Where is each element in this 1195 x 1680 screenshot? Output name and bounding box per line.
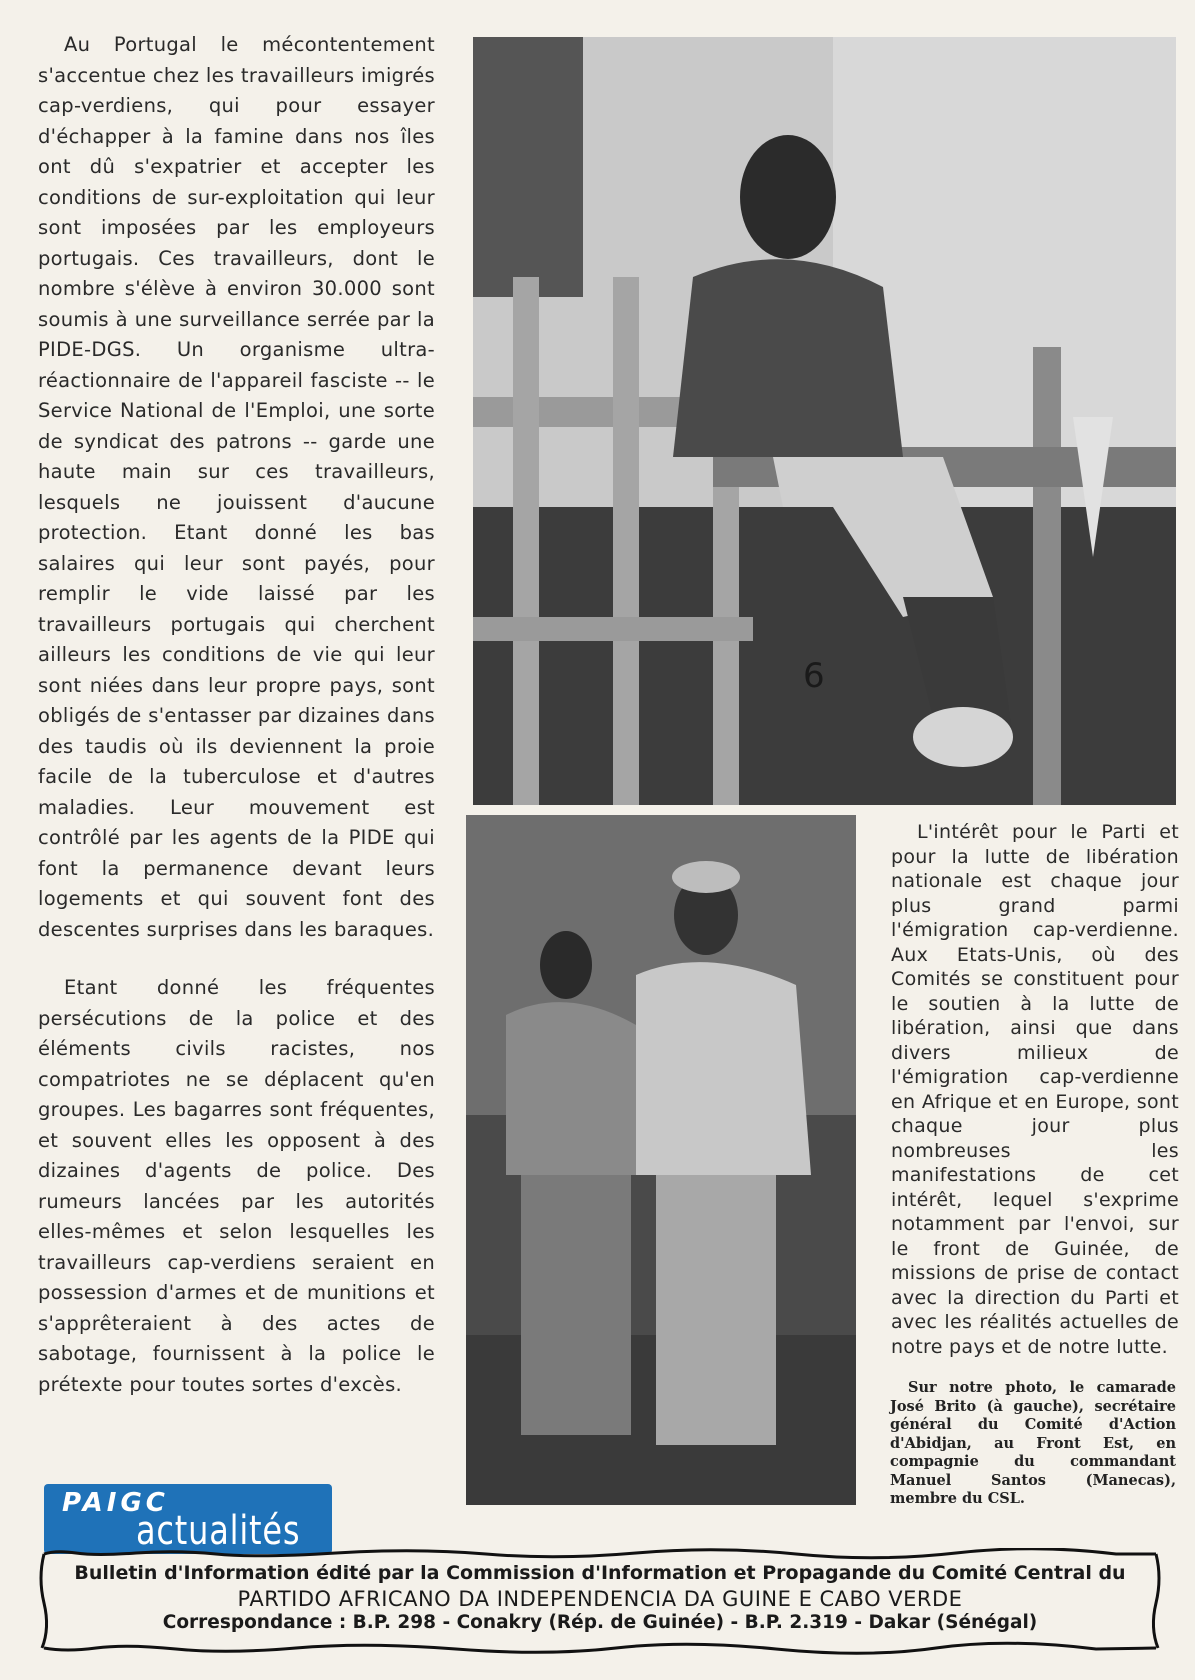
logo-paigc-text: PAIGC	[62, 1488, 169, 1518]
article-paragraph-1: Au Portugal le mécontentement s'accentue chez les travailleurs imigrés cap-verdiens, qui pour essayer d'échapper à la famine dans nos îles ont dû s'expatrier et accepter les conditions de sur-exploitation qui leur sont imposées par les employeurs portugais. Ces travailleurs, dont le nombre s'élève à environ 30.000 sont soumis à une surveillance serrée par la PIDE-DGS. Un organisme ultra-réactionnaire de l'appareil fasciste -- le Service National de l'Emploi, une sorte de syndicat des patrons -- garde une haute main sur ces travailleurs, lesquels ne jouissent d'aucune protection. Etant donné les bas salaires qui leur sont payés, pour remplir le vide laissé par les travailleurs portugais qui cherchent ailleurs les conditions de vie qui leur sont niées dans leur propre pays, sont obligés de s'entasser par dizaines dans des taudis où ils deviennent la proie facile de la tuberculose et d'autres maladies. Leur mouvement est contrôlé par les agents de la PIDE qui font la permanence devant leurs logements et qui souvent font des descentes surprises dans les baraques.	[38, 33, 435, 941]
photo-two-men-standing	[466, 815, 856, 1505]
photo-caption-text: Sur notre photo, le camarade José Brito (à gauche), secrétaire général du Comité d'Action d'Abidjan, au Front Est, en compagnie du commandant Manuel Santos (Manecas), membre du CSL.	[890, 1379, 1176, 1507]
footer-line-bulletin: Bulletin d'Information édité par la Commission d'Information et Propagande du Comité Central du	[74, 1562, 1126, 1584]
masthead-footer	[36, 1548, 1164, 1656]
footer-line-correspondance: Correspondance : B.P. 298 - Conakry (Rép. de Guinée) - B.P. 2.319 - Dakar (Sénégal)	[162, 1612, 1038, 1633]
logo-actualites-text: actualités	[136, 1508, 301, 1554]
photo-worker-seated	[473, 37, 1176, 805]
article-paragraph-3: L'intérêt pour le Parti et pour la lutte de libération nationale est chaque jour plus grand parmi l'émigration cap-verdienne. Aux Etats-Unis, où des Comités se constituent pour le soutien à la lutte de libération, ainsi que dans divers milieux de l'émigration cap-verdienne en Afrique et en Europe, sont chaque jour plus nombreuses les manifestations de cet intérêt, lequel s'exprime notamment par l'envoi, sur le front de Guinée, de missions de prise de contact avec la direction du Parti et avec les réalités actuelles de notre pays et de notre lutte.	[891, 821, 1179, 1358]
article-left-column	[38, 30, 435, 1400]
footer-line-party-name: PARTIDO AFRICANO DA INDEPENDENCIA DA GUINE E CABO VERDE	[237, 1587, 963, 1611]
article-right-column	[891, 820, 1179, 1359]
photo-caption	[890, 1379, 1176, 1509]
photo-stencil-number: 6	[803, 656, 825, 696]
article-paragraph-2: Etant donné les fréquentes persécutions de la police et des éléments civils racistes, nos compatriotes ne se déplacent qu'en groupes. Les bagarres sont fréquentes, et souvent elles les opposent à des dizaines d'agents de police. Des rumeurs lancées par les autorités elles-mêmes et selon lesquelles les travailleurs cap-verdiens seraient en possession d'armes et de munitions et s'apprêteraient à des actes de sabotage, fournissent à la police le prétexte pour toutes sortes d'excès.	[38, 976, 435, 1396]
paigc-actualites-logo	[44, 1484, 332, 1554]
